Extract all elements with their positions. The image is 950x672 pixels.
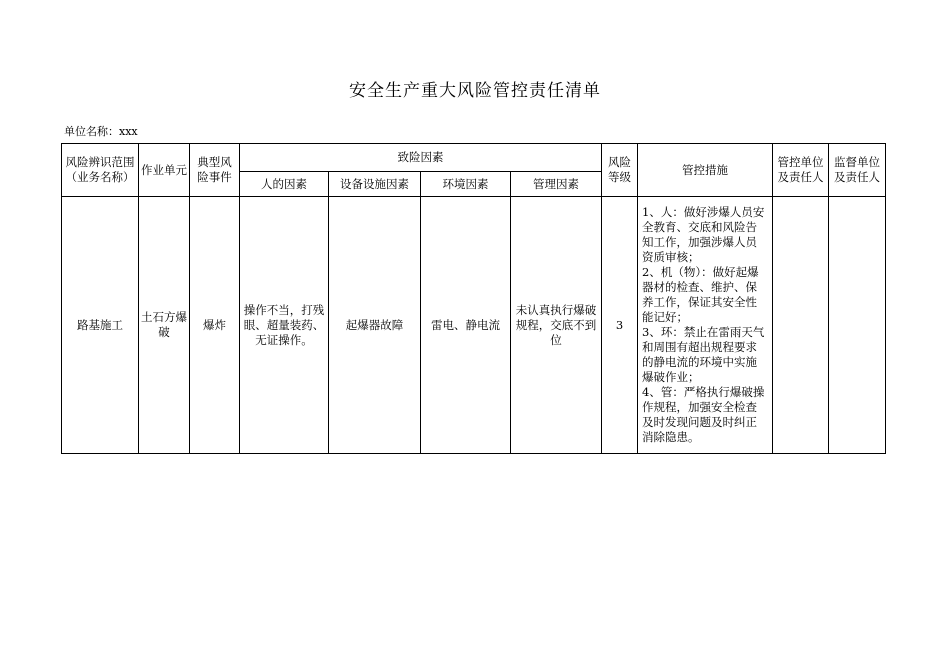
- control-measure-item: 3、环：禁止在雷雨天气和周围有超出规程要求的静电流的环境中实施爆破作业；: [642, 325, 765, 384]
- header-management-factor: 管理因素: [511, 172, 602, 197]
- header-scope: 风险辨识范围 （业务名称）: [62, 144, 139, 197]
- control-measure-item: 1、人：做好涉爆人员安全教育、交底和风险告知工作，加强涉爆人员资质审核；: [642, 205, 765, 264]
- document-title: 安全生产重大风险管控责任清单: [349, 81, 601, 101]
- cell-equipment-factor: 起爆器故障: [329, 197, 421, 454]
- cell-typical-event: 爆炸: [190, 197, 240, 454]
- header-supervise-unit: 监督单位及责任人: [829, 144, 886, 197]
- table-row: [62, 197, 886, 454]
- control-measure-item: 4、管：严格执行爆破操作规程，加强安全检查及时发现问题及时纠正消除隐患。: [642, 385, 765, 444]
- header-environment-factor: 环境因素: [421, 172, 511, 197]
- header-control-measures: 管控措施: [638, 144, 773, 197]
- cell-management-factor: 未认真执行爆破规程，交底不到位: [511, 197, 602, 454]
- cell-work-unit: 土石方爆破: [139, 197, 190, 454]
- risk-control-table: [61, 143, 886, 454]
- cell-human-factor: 操作不当，打残眼、超量装药、无证操作。: [240, 197, 329, 454]
- header-equipment-factor: 设备设施因素: [329, 172, 421, 197]
- header-control-unit: 管控单位及责任人: [773, 144, 829, 197]
- header-causes-group: 致险因素: [240, 144, 602, 172]
- control-measure-item: 2、机（物）：做好起爆器材的检查、维护、保养工作，保证其安全性能记好；: [642, 265, 759, 324]
- cell-control-measures: [638, 197, 773, 454]
- cell-environment-factor: 雷电、静电流: [421, 197, 511, 454]
- cell-risk-level: 3: [602, 197, 638, 454]
- header-typical-event: 典型风险事件: [190, 144, 240, 197]
- cell-control-unit: [773, 197, 829, 454]
- header-work-unit: 作业单元: [139, 144, 190, 197]
- header-row-1: [62, 144, 886, 172]
- header-human-factor: 人的因素: [240, 172, 329, 197]
- unit-name-label: 单位名称：xxx: [64, 125, 138, 138]
- header-risk-level: 风险等级: [602, 144, 638, 197]
- cell-scope: 路基施工: [62, 197, 139, 454]
- cell-supervise-unit: [829, 197, 886, 454]
